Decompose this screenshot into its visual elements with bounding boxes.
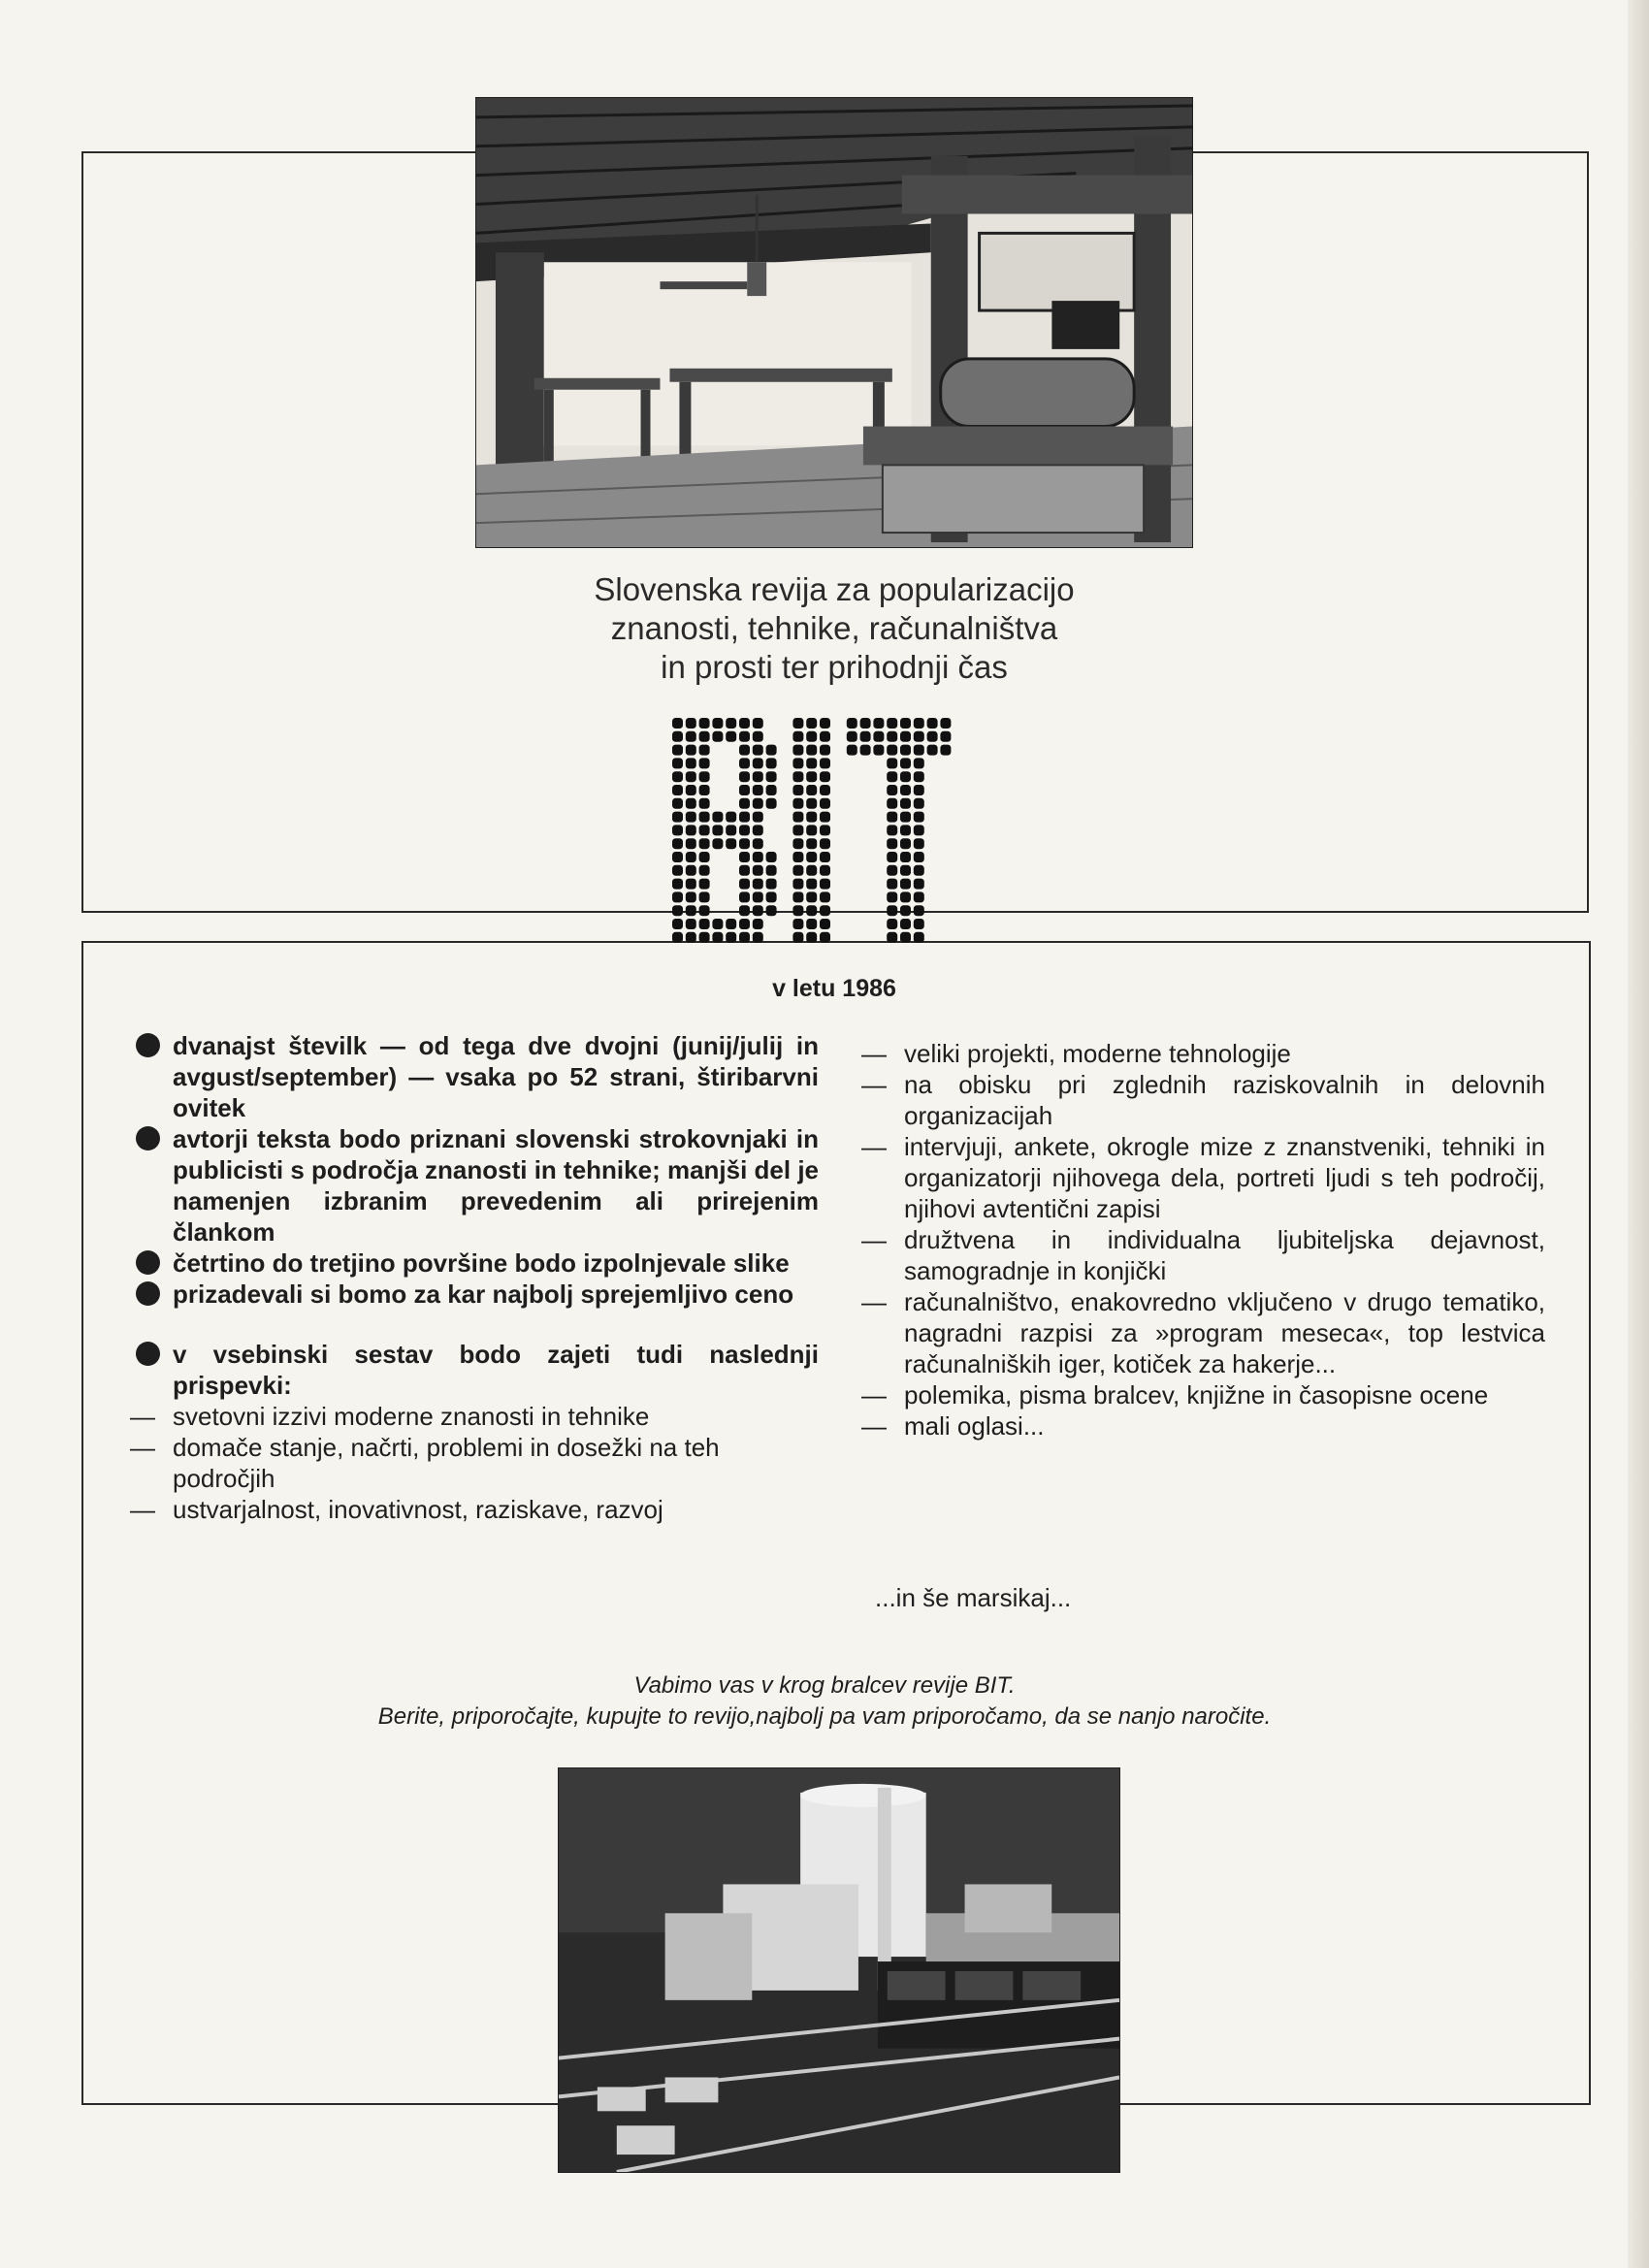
dash-mark: — [861, 1411, 887, 1441]
bullet-item: četrtino do tretjino površine bodo izpolnjevale slike [130, 1247, 819, 1279]
logo-dot [686, 812, 696, 823]
logo-dot [847, 745, 857, 756]
list-item: — domače stanje, načrti, problemi in dosežki na teh področjih [130, 1433, 720, 1493]
logo-dot [860, 718, 871, 729]
logo-dot [686, 731, 696, 742]
logo-dot [739, 905, 750, 916]
dash-mark: — [861, 1039, 887, 1068]
logo-dot [672, 798, 683, 809]
logo-dot [753, 812, 763, 823]
logo-dot [712, 731, 723, 742]
dash-mark: — [130, 1433, 155, 1462]
logo-dot [887, 825, 897, 835]
logo-dot [766, 879, 777, 890]
logo-dot [672, 932, 683, 943]
logo-dot [686, 798, 696, 809]
logo-dot [887, 745, 897, 756]
logo-dot [820, 785, 830, 795]
logo-dot [739, 865, 750, 876]
logo-dot [900, 838, 911, 849]
logo-dot [900, 798, 911, 809]
bullet-item: v vsebinski sestav bodo zajeti tudi naslednji prispevki: [130, 1339, 819, 1401]
logo-dot [806, 852, 817, 862]
dash-mark: — [861, 1132, 887, 1161]
logo-dot [672, 718, 683, 729]
logo-dot [753, 919, 763, 929]
logo-dot [792, 919, 803, 929]
logo-dot [699, 865, 710, 876]
logo-dot [900, 852, 911, 862]
logo-dot [887, 785, 897, 795]
bullet-dot-icon [136, 1342, 160, 1366]
tagline-line-1: Slovenska revija za popularizacijo [594, 571, 1075, 607]
logo-dot [686, 785, 696, 795]
logo-dot [873, 745, 884, 756]
logo-dot [820, 891, 830, 902]
logo-dot [806, 745, 817, 756]
logo-dot [914, 879, 924, 890]
logo-dot [940, 718, 951, 729]
logo-dot [739, 771, 750, 782]
bullet-item: prizadevali si bomo za kar najbolj sprejemljivo ceno [130, 1279, 819, 1310]
logo-dot [686, 891, 696, 902]
logo-dot [739, 919, 750, 929]
logo-dot [914, 798, 924, 809]
logo-dot [914, 838, 924, 849]
workshop-photo [475, 97, 1193, 548]
logo-dot [806, 731, 817, 742]
logo-dot [753, 798, 763, 809]
logo-dot [726, 919, 736, 929]
logo-dot [672, 785, 683, 795]
logo-dot [699, 905, 710, 916]
logo-dot [900, 865, 911, 876]
bullet-dot-icon [136, 1281, 160, 1306]
list-item: — svetovni izzivi moderne znanosti in tehnike [130, 1402, 650, 1431]
logo-dot [900, 771, 911, 782]
logo-dot [820, 852, 830, 862]
list-item: — polemika, pisma bralcev, knjižne in časopisne ocene [861, 1380, 1489, 1409]
logo-dot [739, 718, 750, 729]
logo-dot [887, 852, 897, 862]
industrial-plant-photo [558, 1767, 1120, 2173]
logo-dot [820, 731, 830, 742]
logo-dot [792, 771, 803, 782]
bullet-dot-icon [136, 1033, 160, 1057]
logo-dot [806, 905, 817, 916]
logo-dot [887, 758, 897, 768]
logo-dot [672, 758, 683, 768]
logo-dot [672, 905, 683, 916]
logo-dot [860, 731, 871, 742]
logo-dot [900, 758, 911, 768]
logo-dot [792, 838, 803, 849]
logo-dot [712, 932, 723, 943]
logo-dot [792, 825, 803, 835]
bullet-item: dvanajst številk — od tega dve dvojni (junij/julij in avgust/september) — vsaka po 52 strani, štiribarvni ovitek [130, 1030, 819, 1123]
logo-dot [766, 852, 777, 862]
logo-dot [914, 905, 924, 916]
logo-dot [686, 825, 696, 835]
logo-dot [686, 758, 696, 768]
list-item: — na obisku pri zglednih raziskovalnih in delovnih organizacijah [861, 1070, 1545, 1130]
logo-dot [686, 718, 696, 729]
logo-dot [686, 865, 696, 876]
more-text: ...in še marsikaj... [875, 1583, 1072, 1612]
logo-dot [739, 745, 750, 756]
logo-dot [914, 745, 924, 756]
logo-dot [699, 758, 710, 768]
logo-dot [766, 745, 777, 756]
logo-dot [712, 825, 723, 835]
dash-mark: — [861, 1380, 887, 1409]
logo-dot [900, 718, 911, 729]
logo-dot [792, 731, 803, 742]
bullet-dot-icon [136, 1126, 160, 1150]
logo-dot [699, 919, 710, 929]
logo-dot [820, 798, 830, 809]
logo-dot [806, 812, 817, 823]
logo-dot [712, 919, 723, 929]
logo-dot [914, 865, 924, 876]
logo-dot [792, 745, 803, 756]
logo-dot [726, 825, 736, 835]
logo-dot [914, 891, 924, 902]
logo-dot [806, 718, 817, 729]
logo-dot [699, 879, 710, 890]
logo-dot [753, 865, 763, 876]
logo-dot [726, 812, 736, 823]
logo-dot [820, 879, 830, 890]
list-item: — računalništvo, enakovredno vključeno v drugo tematiko, nagradni razpisi za »program meseca«, top lestvica računalniških iger, kotiček za hakerje... [861, 1287, 1545, 1378]
logo-dot [820, 745, 830, 756]
logo-dot [739, 785, 750, 795]
logo-dot [766, 798, 777, 809]
logo-dot [753, 785, 763, 795]
logo-dot [699, 825, 710, 835]
logo-dot [914, 785, 924, 795]
logo-dot [887, 812, 897, 823]
bit-logo [672, 718, 1014, 947]
logo-dot [887, 891, 897, 902]
invitation [233, 1670, 1416, 1733]
logo-dot [753, 731, 763, 742]
logo-dot [753, 879, 763, 890]
right-column [861, 1038, 1545, 1442]
logo-dot [887, 838, 897, 849]
logo-dot [766, 758, 777, 768]
logo-dot [699, 852, 710, 862]
logo-dot [806, 825, 817, 835]
logo-dot [820, 771, 830, 782]
logo-dot [820, 825, 830, 835]
logo-dot [820, 758, 830, 768]
logo-dot [753, 771, 763, 782]
logo-dot [672, 771, 683, 782]
year-line: v letu 1986 [772, 975, 896, 1002]
logo-dot [927, 718, 938, 729]
logo-dot [672, 838, 683, 849]
logo-dot [900, 731, 911, 742]
logo-dot [940, 745, 951, 756]
logo-dot [900, 879, 911, 890]
logo-dot [820, 865, 830, 876]
logo-dot [726, 838, 736, 849]
logo-dot [820, 718, 830, 729]
logo-dot [873, 718, 884, 729]
logo-dot [792, 865, 803, 876]
logo-dot [860, 745, 871, 756]
logo-dot [887, 798, 897, 809]
logo-dot [914, 771, 924, 782]
logo-dot [739, 758, 750, 768]
logo-dot [806, 932, 817, 943]
logo-dot [792, 798, 803, 809]
logo-dot [753, 718, 763, 729]
logo-dot [712, 812, 723, 823]
logo-dot [726, 932, 736, 943]
list-item: — mali oglasi... [861, 1411, 1045, 1441]
logo-dot [887, 932, 897, 943]
logo-dot [820, 838, 830, 849]
logo-dot [914, 812, 924, 823]
logo-dot [672, 865, 683, 876]
logo-dot [900, 825, 911, 835]
logo-dot [900, 785, 911, 795]
logo-dot [887, 718, 897, 729]
logo-dot [739, 932, 750, 943]
dash-mark: — [861, 1225, 887, 1254]
logo-dot [739, 852, 750, 862]
logo-dot [699, 771, 710, 782]
logo-dot [792, 879, 803, 890]
logo-dot [699, 785, 710, 795]
logo-dot [766, 785, 777, 795]
logo-dot [766, 905, 777, 916]
list-item: — intervjuji, ankete, okrogle mize z znanstveniki, tehniki in organizatorji njihovega dela, portreti ljudi s teh področij, njihovi avtentični zapisi [861, 1132, 1545, 1223]
logo-dot [887, 879, 897, 890]
logo-dot [699, 798, 710, 809]
logo-dot [753, 838, 763, 849]
logo-dot [914, 919, 924, 929]
logo-dot [766, 771, 777, 782]
logo-dot [739, 825, 750, 835]
logo-dot [873, 731, 884, 742]
logo-dot [927, 745, 938, 756]
tagline-line-2: znanosti, tehnike, računalništva [610, 610, 1058, 646]
logo-dot [887, 919, 897, 929]
bullet-dot-icon [136, 1250, 160, 1275]
dash-mark: — [130, 1495, 155, 1524]
logo-dot [900, 932, 911, 943]
invitation-line-2: Berite, priporočajte, kupujte to revijo,najbolj pa vam priporočamo, da se nanjo naročite. [377, 1703, 1272, 1730]
bullet-item: avtorji teksta bodo priznani slovenski strokovnjaki in publicisti s področja znanosti in tehnike; manjši del je namenjen izbranim prevedenim ali prirejenim člankom [130, 1123, 819, 1247]
logo-dot [672, 745, 683, 756]
logo-dot [686, 771, 696, 782]
logo-dot [686, 838, 696, 849]
logo-dot [792, 852, 803, 862]
logo-dot [672, 825, 683, 835]
logo-dot [699, 891, 710, 902]
logo-dot [820, 905, 830, 916]
logo-dot [900, 905, 911, 916]
logo-dot [712, 838, 723, 849]
logo-dot [753, 825, 763, 835]
logo-dot [792, 758, 803, 768]
logo-dot [806, 838, 817, 849]
logo-dot [699, 745, 710, 756]
dash-mark: — [130, 1402, 155, 1431]
logo-dot [753, 852, 763, 862]
logo-dot [792, 812, 803, 823]
logo-dot [792, 932, 803, 943]
logo-dot [887, 865, 897, 876]
logo-dot [900, 891, 911, 902]
logo-dot [699, 731, 710, 742]
logo-dot [739, 798, 750, 809]
logo-dot [699, 718, 710, 729]
logo-dot [739, 879, 750, 890]
left-column [130, 1030, 819, 1525]
logo-dot [753, 905, 763, 916]
logo-dot [792, 905, 803, 916]
logo-dot [806, 785, 817, 795]
workshop-photo-image [476, 98, 1192, 547]
logo-dot [792, 718, 803, 729]
logo-dot [914, 852, 924, 862]
list-item: — ustvarjalnost, inovativnost, raziskave, razvoj [130, 1495, 663, 1524]
logo-dot [739, 891, 750, 902]
logo-dot [900, 745, 911, 756]
logo-dot [806, 798, 817, 809]
logo-dot [887, 905, 897, 916]
logo-dot [887, 731, 897, 742]
logo-dot [806, 891, 817, 902]
logo-dot [820, 812, 830, 823]
dash-mark: — [861, 1287, 887, 1316]
logo-dot [739, 812, 750, 823]
logo-dot [672, 919, 683, 929]
industrial-plant-image [559, 1768, 1119, 2172]
logo-dot [792, 891, 803, 902]
tagline-line-3: in prosti ter prihodnji čas [661, 649, 1008, 685]
logo-dot [739, 838, 750, 849]
logo-dot [672, 891, 683, 902]
logo-dot [820, 919, 830, 929]
logo-dot [686, 919, 696, 929]
logo-dot [914, 718, 924, 729]
logo-dot [806, 919, 817, 929]
logo-dot [914, 731, 924, 742]
logo-dot [847, 731, 857, 742]
logo-dot [806, 879, 817, 890]
logo-dot [792, 785, 803, 795]
logo-dot [940, 731, 951, 742]
logo-dot [753, 932, 763, 943]
logo-dot [739, 731, 750, 742]
logo-dot [847, 718, 857, 729]
logo-dot [726, 718, 736, 729]
logo-dot [820, 932, 830, 943]
logo-dot [766, 891, 777, 902]
logo-dot [753, 745, 763, 756]
logo-dot [686, 932, 696, 943]
logo-dot [672, 812, 683, 823]
logo-dot [766, 865, 777, 876]
page-edge [1628, 0, 1649, 2268]
logo-dot [686, 745, 696, 756]
logo-dot [900, 919, 911, 929]
logo-dot [914, 825, 924, 835]
logo-dot [753, 891, 763, 902]
logo-dot [900, 812, 911, 823]
logo-dot [753, 758, 763, 768]
logo-dot [672, 879, 683, 890]
invitation-line-1: Vabimo vas v krog bralcev revije BIT. [633, 1672, 1016, 1699]
logo-dot [672, 731, 683, 742]
logo-dot [914, 932, 924, 943]
logo-dot [699, 932, 710, 943]
logo-dot [806, 758, 817, 768]
logo-dot [726, 731, 736, 742]
logo-dot [686, 852, 696, 862]
list-item: — veliki projekti, moderne tehnologije [861, 1039, 1291, 1068]
logo-dot [672, 852, 683, 862]
logo-dot [686, 879, 696, 890]
logo-dot [927, 731, 938, 742]
logo-dot [887, 771, 897, 782]
logo-dot [686, 905, 696, 916]
dash-mark: — [861, 1070, 887, 1099]
logo-dot [699, 838, 710, 849]
logo-dot [806, 771, 817, 782]
logo-dot [914, 758, 924, 768]
logo-dot [806, 865, 817, 876]
list-item: — družtvena in individualna ljubiteljska dejavnost, samogradnje in konjički [861, 1225, 1545, 1285]
tagline [475, 570, 1193, 687]
logo-dot [712, 718, 723, 729]
logo-dot [699, 812, 710, 823]
